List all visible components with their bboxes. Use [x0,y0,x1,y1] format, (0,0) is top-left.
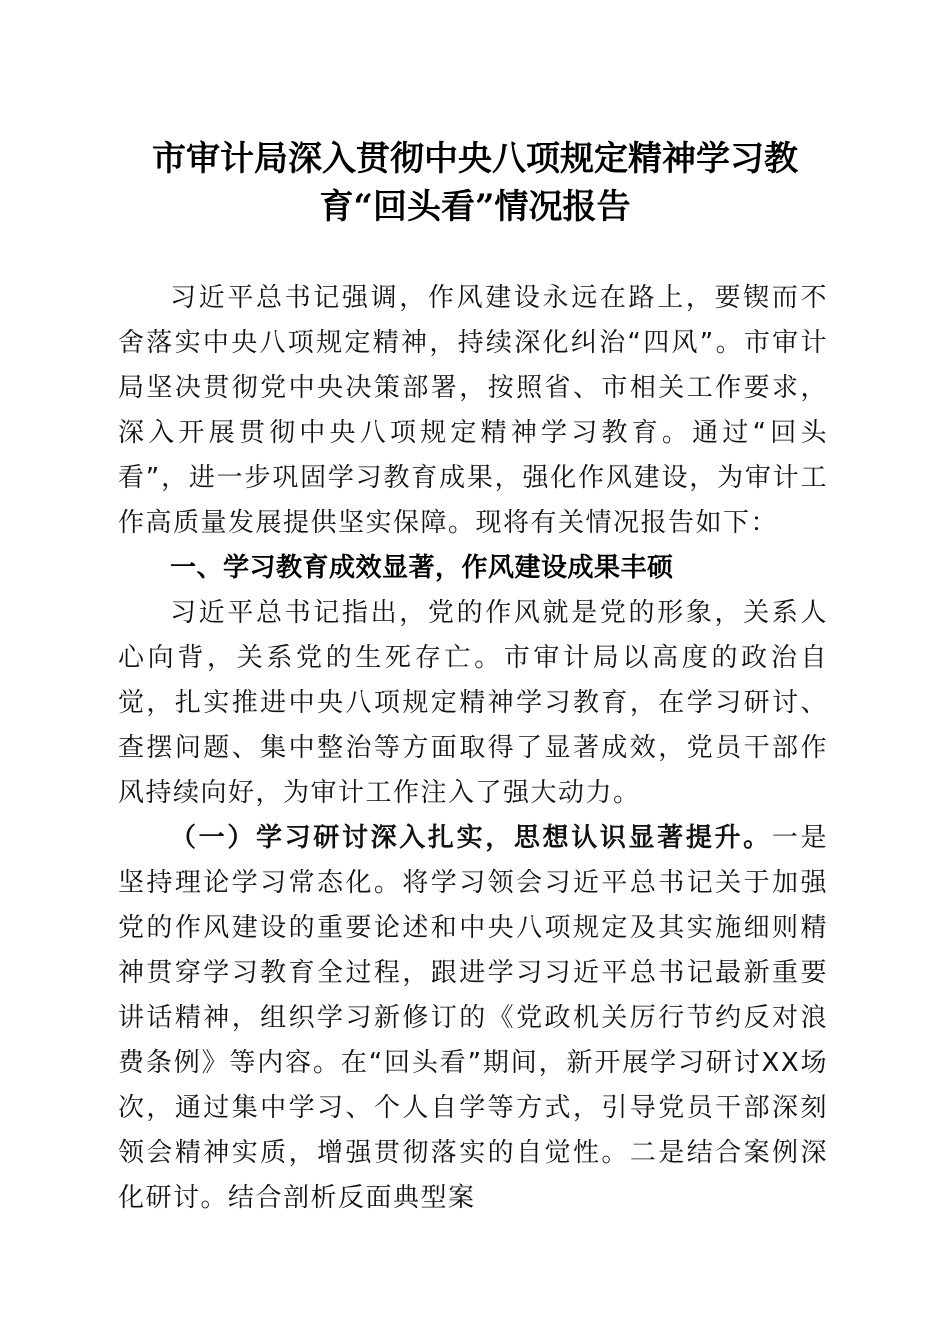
subsection-1-heading: （一）学习研讨深入扎实，思想认识显著提升。 [170,823,772,853]
title-line-2: 育“回头看”情况报告 [319,187,631,227]
intro-paragraph: 习近平总书记强调，作风建设永远在路上，要锲而不舍落实中央八项规定精神，持续深化纠治“四风”。市审计局坚决贯彻党中央决策部署，按照省、市相关工作要求，深入开展贯彻中央八项规定精神学习教育。通过“回头看”，进一步巩固学习教育成果，强化作风建设，为审计工作高质量发展提供坚实保障。现将有关情况报告如下： [118,283,828,538]
title-line-1: 市审计局深入贯彻中央八项规定精神学习教 [152,139,798,179]
section-1-paragraph: 习近平总书记指出，党的作风就是党的形象，关系人心向背，关系党的生死存亡。市审计局以高度的政治自觉，扎实推进中央八项规定精神学习教育，在学习研讨、查摆问题、集中整治等方面取得了显著成效，党员干部作风持续向好，为审计工作注入了强大动力。 [118,598,828,808]
section-1-heading: 一、学习教育成效显著，作风建设成果丰硕 [170,553,674,583]
document-title [130,135,820,231]
subsection-1-body: 一是坚持理论学习常态化。将学习领会习近平总书记关于加强党的作风建设的重要论述和中央八项规定及其实施细则精神贯穿学习教育全过程，跟进学习习近平总书记最新重要讲话精神，组织学习新修订的《党政机关厉行节约反对浪费条例》等内容。在“回头看”期间，新开展学习研讨XX场次，通过集中学习、个人自学等方式，引导党员干部深刻领会精神实质，增强贯彻落实的自觉性。二是结合案例深化研讨。结合剖析反面典型案 [118,823,828,1213]
subsection-1-paragraph [118,816,828,1221]
document-body [118,276,828,1221]
